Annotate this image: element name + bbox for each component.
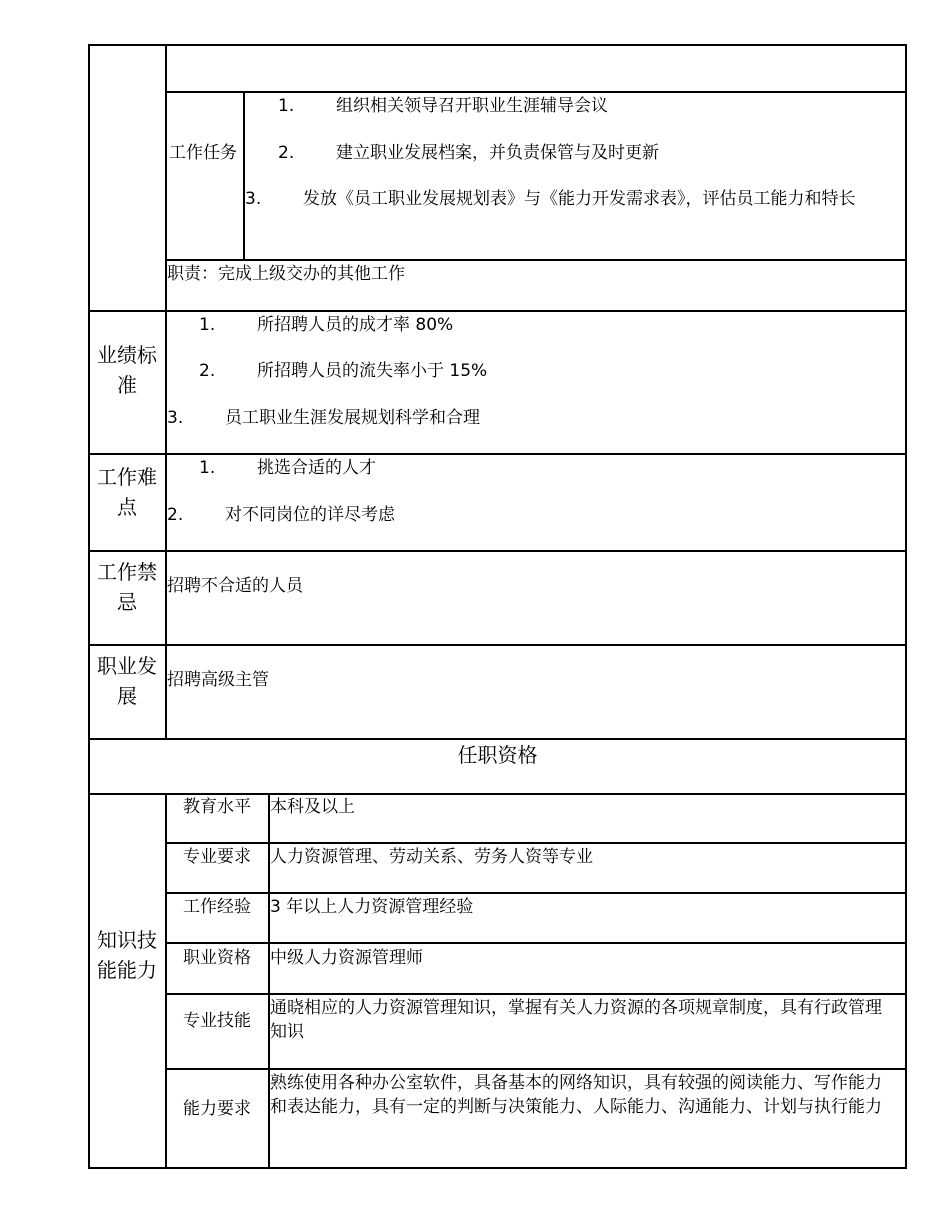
career-label: 职业发展 <box>97 654 157 708</box>
performance-text: 所招聘人员的成才率 80% <box>257 315 454 335</box>
qual-row-label: 专业技能 <box>183 1011 251 1031</box>
qual-row-label: 专业要求 <box>183 847 251 867</box>
qual-row-value: 人力资源管理、劳动关系、劳务人资等专业 <box>270 847 593 867</box>
task-item <box>278 141 659 165</box>
qual-row-label: 职业资格 <box>183 948 251 968</box>
tasks-label: 工作任务 <box>169 143 237 163</box>
performance-number: 2. <box>199 361 216 381</box>
section-divider <box>88 550 907 552</box>
qual-row-divider <box>165 1068 907 1070</box>
qual-row-divider <box>165 842 907 844</box>
taboo-label: 工作禁忌 <box>97 560 157 614</box>
qual-row-divider <box>165 993 907 995</box>
performance-label: 业绩标准 <box>97 343 157 397</box>
performance-number: 3. <box>167 408 184 428</box>
qual-row-label: 能力要求 <box>183 1099 251 1119</box>
qualification-group-label: 知识技能能力 <box>97 928 157 982</box>
task-item <box>278 94 608 118</box>
difficulty-text: 对不同岗位的详尽考虑 <box>225 505 395 525</box>
tasks-bottom-divider <box>165 259 907 261</box>
difficulty-number: 2. <box>167 505 184 525</box>
task-text: 发放《员工职业发展规划表》与《能力开发需求表》，评估员工能力和特长 <box>303 189 856 209</box>
qualification-title: 任职资格 <box>457 743 538 767</box>
table-left-border <box>88 44 90 1169</box>
difficulty-number: 1. <box>199 458 216 478</box>
task-number: 2. <box>278 143 295 163</box>
qual-row-label: 教育水平 <box>183 797 251 817</box>
performance-number: 1. <box>199 315 216 335</box>
qual-row-value: 中级人力资源管理师 <box>270 948 423 968</box>
qual-row-divider <box>165 942 907 944</box>
table-bottom-border <box>88 1167 907 1169</box>
task-number: 3. <box>245 189 262 209</box>
difficulty-text: 挑选合适的人才 <box>257 458 376 478</box>
task-text: 组织相关领导召开职业生涯辅导会议 <box>336 96 608 116</box>
table-right-border <box>905 44 907 1169</box>
qual-row-divider <box>165 892 907 894</box>
tasks-inner-divider <box>243 91 245 260</box>
qual-row-value: 通晓相应的人力资源管理知识，掌握有关人力资源的各项规章制度，具有行政管理知识 <box>270 998 882 1042</box>
qual-row-label: 工作经验 <box>183 897 251 917</box>
tasks-top-divider <box>165 91 907 93</box>
performance-item <box>167 406 480 430</box>
section-divider <box>88 310 907 312</box>
task-text: 建立职业发展档案，并负责保管与及时更新 <box>336 143 659 163</box>
difficulty-item <box>199 456 376 480</box>
duty-text: 职责：完成上级交办的其他工作 <box>167 264 405 284</box>
performance-text: 所招聘人员的流失率小于 15% <box>257 361 488 381</box>
qual-row-value: 熟练使用各种办公室软件，具备基本的网络知识，具有较强的阅读能力、写作能力和表达能力，具有一定的判断与决策能力、人际能力、沟通能力、计划与执行能力 <box>270 1073 882 1117</box>
section-divider <box>88 793 907 795</box>
qual-row-value: 3 年以上人力资源管理经验 <box>270 897 474 917</box>
performance-text: 员工职业生涯发展规划科学和合理 <box>225 408 480 428</box>
taboo-text: 招聘不合适的人员 <box>167 576 303 596</box>
career-text: 招聘高级主管 <box>167 670 269 690</box>
performance-item <box>199 359 487 383</box>
task-item <box>245 187 900 211</box>
section-divider <box>88 453 907 455</box>
section-divider <box>88 738 907 740</box>
difficulty-item <box>167 503 395 527</box>
table-top-border <box>88 44 907 46</box>
difficulty-label: 工作难点 <box>97 465 157 519</box>
task-number: 1. <box>278 96 295 116</box>
section-divider <box>88 644 907 646</box>
performance-item <box>199 313 453 337</box>
qual-row-value: 本科及以上 <box>270 797 355 817</box>
